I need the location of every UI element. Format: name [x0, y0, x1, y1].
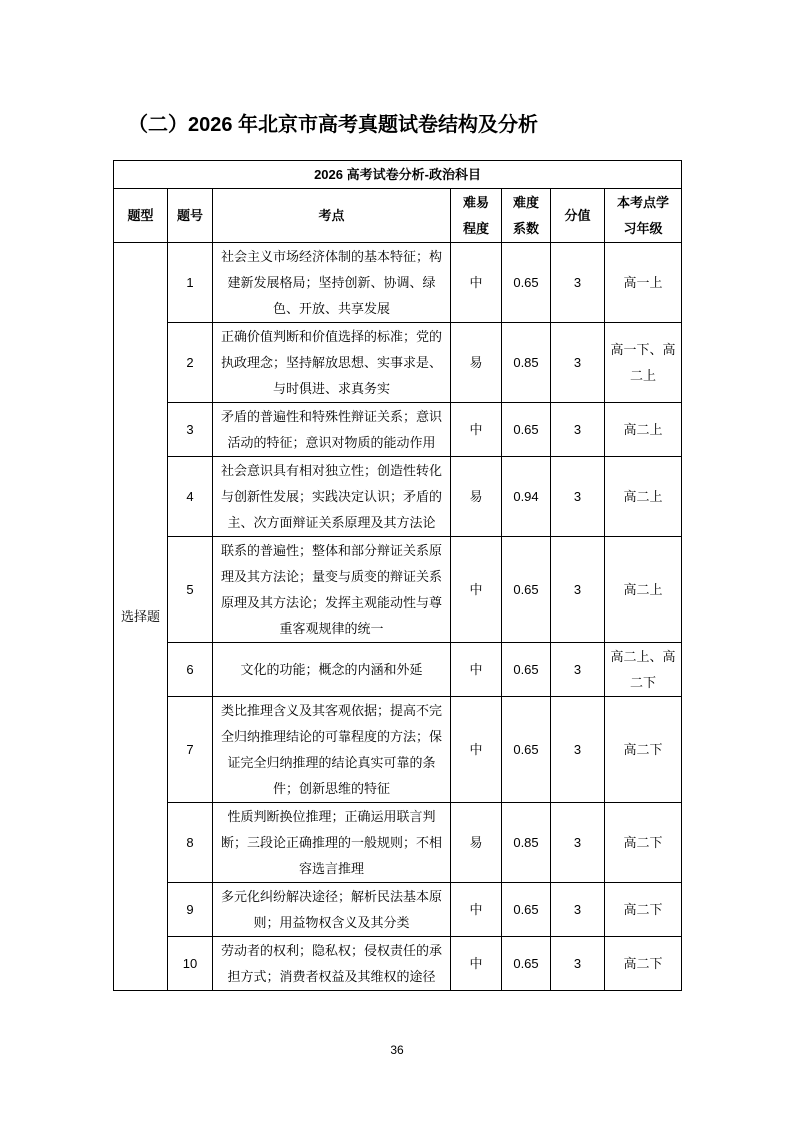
- grade-cell: 高二下: [605, 803, 682, 883]
- table-row: [114, 697, 682, 803]
- score-cell: 3: [551, 457, 605, 537]
- topic-cell: 正确价值判断和价值选择的标准；党的执政理念；坚持解放思想、实事求是、与时俱进、求真务实: [213, 323, 451, 403]
- difficulty-cell: 易: [451, 323, 502, 403]
- score-cell: 3: [551, 937, 605, 991]
- table-row: [114, 937, 682, 991]
- table-row: [114, 403, 682, 457]
- header-difficulty-coefficient-label: 难度系数: [512, 195, 539, 236]
- header-difficulty-coefficient: [502, 189, 551, 243]
- section-title: （二）2026 年北京市高考真题试卷结构及分析: [128, 114, 539, 136]
- coefficient-cell: 0.65: [502, 643, 551, 697]
- table-caption-row: [114, 161, 682, 189]
- question-number: 3: [168, 403, 213, 457]
- table-row: [114, 457, 682, 537]
- header-question-number: 题号: [168, 189, 213, 243]
- coefficient-cell: 0.65: [502, 403, 551, 457]
- topic-cell: 联系的普遍性；整体和部分辩证关系原理及其方法论；量变与质变的辩证关系原理及其方法论；发挥主观能动性与尊重客观规律的统一: [213, 537, 451, 643]
- page-number: 36: [390, 1043, 404, 1057]
- topic-cell: 社会意识具有相对独立性；创造性转化与创新性发展；实践决定认识；矛盾的主、次方面辩证关系原理及其方法论: [213, 457, 451, 537]
- table-row: [114, 803, 682, 883]
- topic-cell: 文化的功能；概念的内涵和外延: [213, 643, 451, 697]
- question-number: 5: [168, 537, 213, 643]
- table-row: [114, 243, 682, 323]
- score-cell: 3: [551, 403, 605, 457]
- topic-cell: 多元化纠纷解决途径；解析民法基本原则；用益物权含义及其分类: [213, 883, 451, 937]
- difficulty-cell: 中: [451, 883, 502, 937]
- coefficient-cell: 0.65: [502, 937, 551, 991]
- score-cell: 3: [551, 697, 605, 803]
- coefficient-cell: 0.65: [502, 697, 551, 803]
- question-type-cell: 选择题: [114, 243, 168, 991]
- difficulty-cell: 中: [451, 537, 502, 643]
- grade-cell: 高二下: [605, 883, 682, 937]
- header-score: 分值: [551, 189, 605, 243]
- difficulty-cell: 中: [451, 403, 502, 457]
- difficulty-cell: 中: [451, 243, 502, 323]
- score-cell: 3: [551, 803, 605, 883]
- question-number: 1: [168, 243, 213, 323]
- grade-cell: 高二下: [605, 937, 682, 991]
- score-cell: 3: [551, 883, 605, 937]
- coefficient-cell: 0.65: [502, 243, 551, 323]
- topic-cell: 劳动者的权利；隐私权；侵权责任的承担方式；消费者权益及其维权的途径: [213, 937, 451, 991]
- grade-cell: 高二上: [605, 403, 682, 457]
- question-number: 2: [168, 323, 213, 403]
- grade-cell: 高一下、高二上: [605, 323, 682, 403]
- table-row: [114, 323, 682, 403]
- topic-cell: 矛盾的普遍性和特殊性辩证关系；意识活动的特征；意识对物质的能动作用: [213, 403, 451, 457]
- score-cell: 3: [551, 643, 605, 697]
- question-number: 10: [168, 937, 213, 991]
- difficulty-cell: 中: [451, 937, 502, 991]
- header-topic: 考点: [213, 189, 451, 243]
- topic-cell: 类比推理含义及其客观依据；提高不完全归纳推理结论的可靠程度的方法；保证完全归纳推理的结论真实可靠的条件；创新思维的特征: [213, 697, 451, 803]
- topic-cell: 社会主义市场经济体制的基本特征；构建新发展格局；坚持创新、协调、绿色、开放、共享发展: [213, 243, 451, 323]
- difficulty-cell: 中: [451, 697, 502, 803]
- topic-cell: 性质判断换位推理；正确运用联言判断；三段论正确推理的一般规则；不相容选言推理: [213, 803, 451, 883]
- question-number: 9: [168, 883, 213, 937]
- header-question-type: 题型: [114, 189, 168, 243]
- table-header-row: [114, 189, 682, 243]
- table-row: [114, 643, 682, 697]
- question-number: 6: [168, 643, 213, 697]
- question-number: 4: [168, 457, 213, 537]
- grade-cell: 高二下: [605, 697, 682, 803]
- coefficient-cell: 0.65: [502, 537, 551, 643]
- header-difficulty-level-label: 难易程度: [462, 195, 489, 236]
- score-cell: 3: [551, 243, 605, 323]
- analysis-table: [113, 160, 682, 991]
- table-caption: 2026 高考试卷分析-政治科目: [114, 161, 682, 189]
- table-row: [114, 537, 682, 643]
- score-cell: 3: [551, 323, 605, 403]
- coefficient-cell: 0.65: [502, 883, 551, 937]
- header-difficulty-level: [451, 189, 502, 243]
- score-cell: 3: [551, 537, 605, 643]
- question-number: 8: [168, 803, 213, 883]
- header-grade-label: 本考点学习年级: [617, 195, 670, 236]
- coefficient-cell: 0.94: [502, 457, 551, 537]
- table-row: [114, 883, 682, 937]
- grade-cell: 高二上: [605, 457, 682, 537]
- coefficient-cell: 0.85: [502, 323, 551, 403]
- grade-cell: 高二上、高二下: [605, 643, 682, 697]
- header-grade: [605, 189, 682, 243]
- difficulty-cell: 易: [451, 457, 502, 537]
- question-number: 7: [168, 697, 213, 803]
- grade-cell: 高二上: [605, 537, 682, 643]
- difficulty-cell: 中: [451, 643, 502, 697]
- grade-cell: 高一上: [605, 243, 682, 323]
- difficulty-cell: 易: [451, 803, 502, 883]
- coefficient-cell: 0.85: [502, 803, 551, 883]
